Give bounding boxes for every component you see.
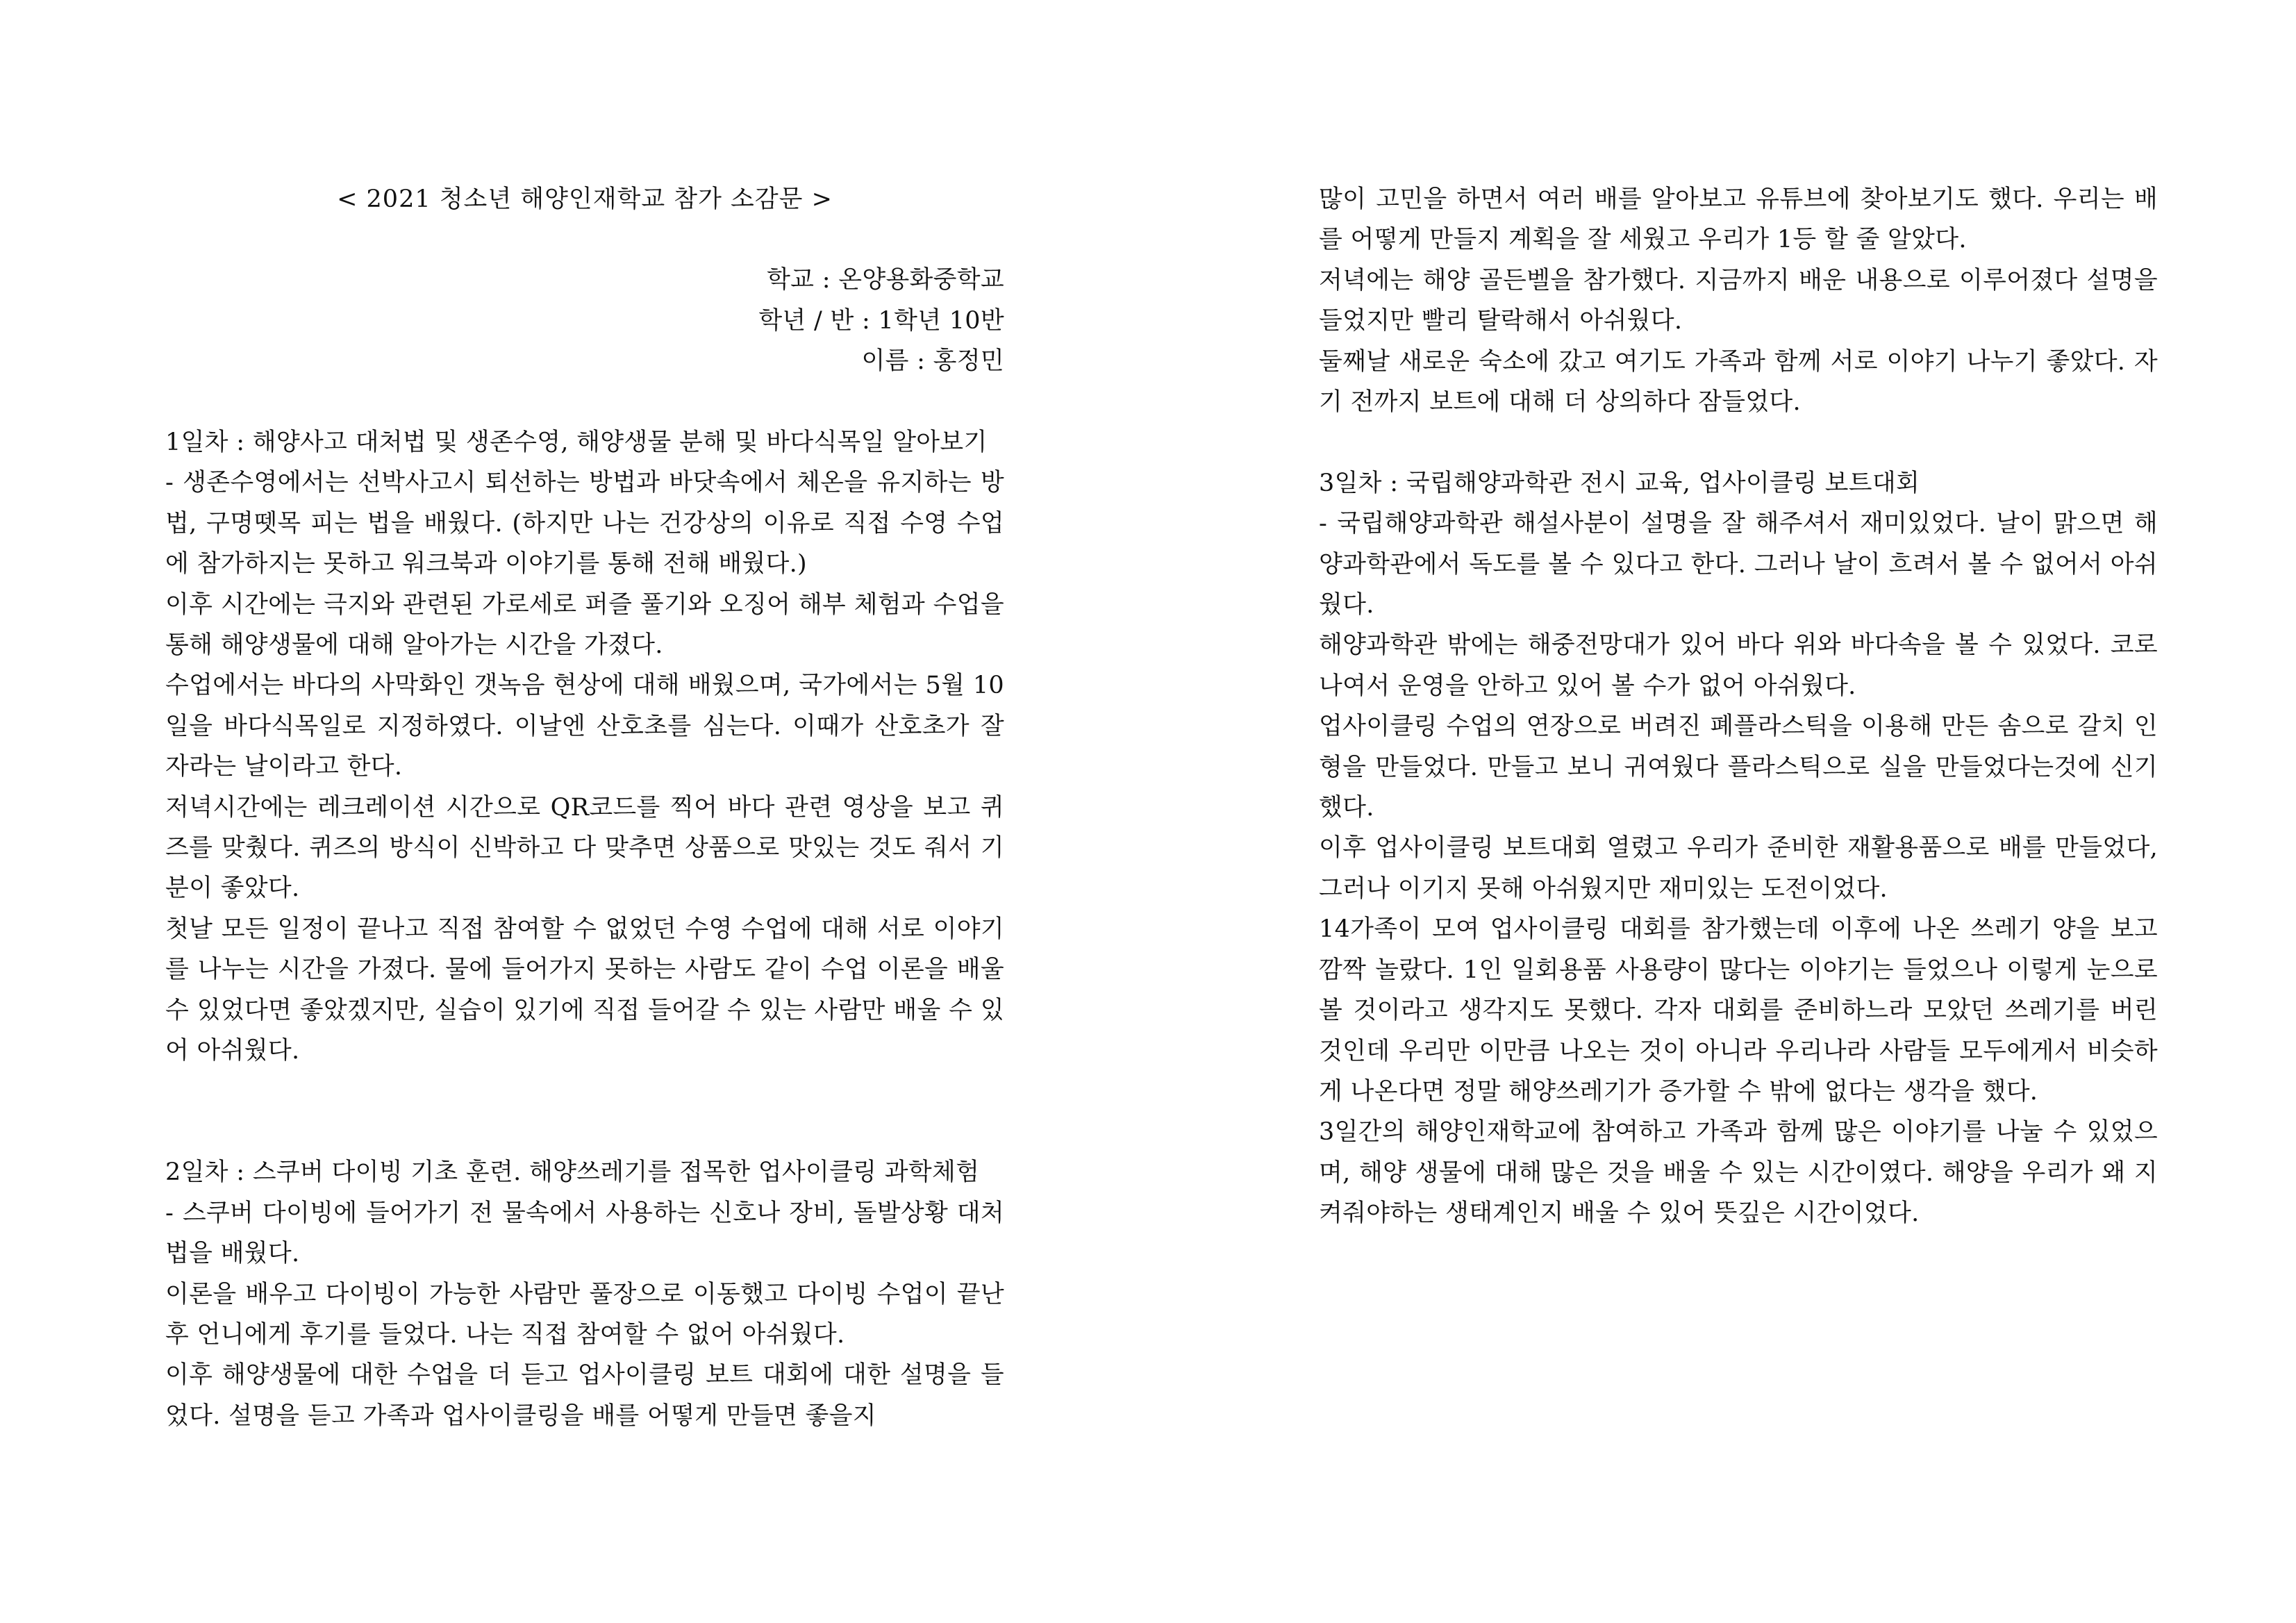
spacer bbox=[165, 382, 1004, 422]
day3-paragraph: 업사이클링 수업의 연장으로 버려진 폐플라스틱을 이용해 만든 솜으로 갈치 인형을 만들었다. 만들고 보니 귀여웠다 플라스틱으로 실을 만들었다는것에 신기했다. bbox=[1319, 713, 2158, 822]
day2-paragraph: - 스쿠버 다이빙에 들어가기 전 물속에서 사용하는 신호나 장비, 돌발상황 대처법을 배웠다. bbox=[165, 1199, 1004, 1268]
day3-paragraph: 이후 업사이클링 보트대회 열렸고 우리가 준비한 재활용품으로 배를 만들었다, 그러나 이기지 못해 아쉬웠지만 재미있는 도전이었다. bbox=[1319, 834, 2158, 903]
day3-paragraph: - 국립해양과학관 해설사분이 설명을 잘 해주셔서 재미있었다. 날이 맑으면 해양과학관에서 독도를 볼 수 있다고 한다. 그러나 날이 흐려서 볼 수 없어서 아쉬웠다. bbox=[1319, 510, 2158, 619]
info-name: 이름 : 홍정민 bbox=[861, 347, 1004, 376]
right-page bbox=[1148, 0, 2294, 1623]
day3-paragraph: 14가족이 모여 업사이클링 대회를 참가했는데 이후에 나온 쓰레기 양을 보고 깜짝 놀랐다. 1인 일회용품 사용량이 많다는 이야기는 들었으나 이렇게 눈으로 볼 것이라고 생각지도 못했다. 각자 대회를 준비하느라 모았던 쓰레기를 버린 것인데 우리만 이만큼 나오는 것이 아니라 우리나라 사람들 모두에게서 비슷하게 나온다면 정말 해양쓰레기가 증가할 수 밖에 없다는 생각을 했다. bbox=[1319, 915, 2158, 1106]
info-grade-class: 학년 / 반 : 1학년 10반 bbox=[758, 306, 1004, 335]
day1-paragraph: 저녁시간에는 레크레이션 시간으로 QR코드를 찍어 바다 관련 영상을 보고 퀴즈를 맞췄다. 퀴즈의 방식이 신박하고 다 맞추면 상품으로 맛있는 것도 줘서 기분이 좋았다. bbox=[165, 793, 1004, 903]
day3-paragraph: 해양과학관 밖에는 해중전망대가 있어 바다 위와 바다속을 볼 수 있었다. 코로나여서 운영을 안하고 있어 볼 수가 없어 아쉬웠다. bbox=[1319, 631, 2158, 700]
left-column bbox=[165, 179, 1004, 1436]
day1-paragraph: 첫날 모든 일정이 끝나고 직접 참여할 수 없었던 수영 수업에 대해 서로 이야기를 나누는 시간을 가졌다. 물에 들어가지 못하는 사람도 같이 수업 이론을 배울 수 있었다면 좋았겠지만, 실습이 있기에 직접 들어갈 수 있는 사람만 배울 수 있어 아쉬웠다. bbox=[165, 915, 1004, 1065]
day1-paragraph: 이후 시간에는 극지와 관련된 가로세로 퍼즐 풀기와 오징어 해부 체험과 수업을 통해 해양생물에 대해 알아가는 시간을 가졌다. bbox=[165, 590, 1004, 660]
info-school: 학교 : 온양용화중학교 bbox=[767, 266, 1004, 294]
left-page bbox=[0, 0, 1146, 1623]
day2-heading: 2일차 : 스쿠버 다이빙 기초 훈련. 해양쓰레기를 접목한 업사이클링 과학체험 bbox=[165, 1158, 980, 1187]
day2-paragraph: 이론을 배우고 다이빙이 가능한 사람만 풀장으로 이동했고 다이빙 수업이 끝난 후 언니에게 후기를 들었다. 나는 직접 참여할 수 없어 아쉬웠다. bbox=[165, 1280, 1004, 1349]
day1-heading: 1일차 : 해양사고 대처법 및 생존수영, 해양생물 분해 및 바다식목일 알아보기 bbox=[165, 428, 988, 457]
day2-continuation: 저녁에는 해양 골든벨을 참가했다. 지금까지 배운 내용으로 이루어졌다 설명을 들었지만 빨리 탈락해서 아쉬웠다. bbox=[1319, 266, 2158, 335]
day3-paragraph: 3일간의 해양인재학교에 참여하고 가족과 함께 많은 이야기를 나눌 수 있었으며, 해양 생물에 대해 많은 것을 배울 수 있는 시간이였다. 해양을 우리가 왜 지켜줘야하는 생태계인지 배울 수 있어 뜻깊은 시간이었다. bbox=[1319, 1118, 2158, 1228]
right-column bbox=[1319, 179, 2158, 1234]
day1-paragraph: - 생존수영에서는 선박사고시 퇴선하는 방법과 바닷속에서 체온을 유지하는 방법, 구명뗏목 피는 법을 배웠다. (하지만 나는 건강상의 이유로 직접 수영 수업에 참가하지는 못하고 워크북과 이야기를 통해 전해 배웠다.) bbox=[165, 469, 1004, 579]
day2-continuation: 둘째날 새로운 숙소에 갔고 여기도 가족과 함께 서로 이야기 나누기 좋았다. 자기 전까지 보트에 대해 더 상의하다 잠들었다. bbox=[1319, 347, 2158, 417]
day2-paragraph: 이후 해양생물에 대한 수업을 더 듣고 업사이클링 보트 대회에 대한 설명을 들었다. 설명을 듣고 가족과 업사이클링을 배를 어떻게 만들면 좋을지 bbox=[165, 1361, 1004, 1430]
document-title: < 2021 청소년 해양인재학교 참가 소감문 > bbox=[337, 185, 833, 213]
spacer bbox=[1319, 422, 2158, 463]
day3-heading: 3일차 : 국립해양과학관 전시 교육, 업사이클링 보트대회 bbox=[1319, 469, 1920, 497]
day2-continuation: 많이 고민을 하면서 여러 배를 알아보고 유튜브에 찾아보기도 했다. 우리는 배를 어떻게 만들지 계획을 잘 세웠고 우리가 1등 할 줄 알았다. bbox=[1319, 185, 2158, 254]
day1-paragraph: 수업에서는 바다의 사막화인 갯녹음 현상에 대해 배웠으며, 국가에서는 5월 10일을 바다식목일로 지정하였다. 이날엔 산호초를 심는다. 이때가 산호초가 잘 자라는 날이라고 한다. bbox=[165, 672, 1004, 781]
spacer bbox=[165, 1072, 1004, 1153]
